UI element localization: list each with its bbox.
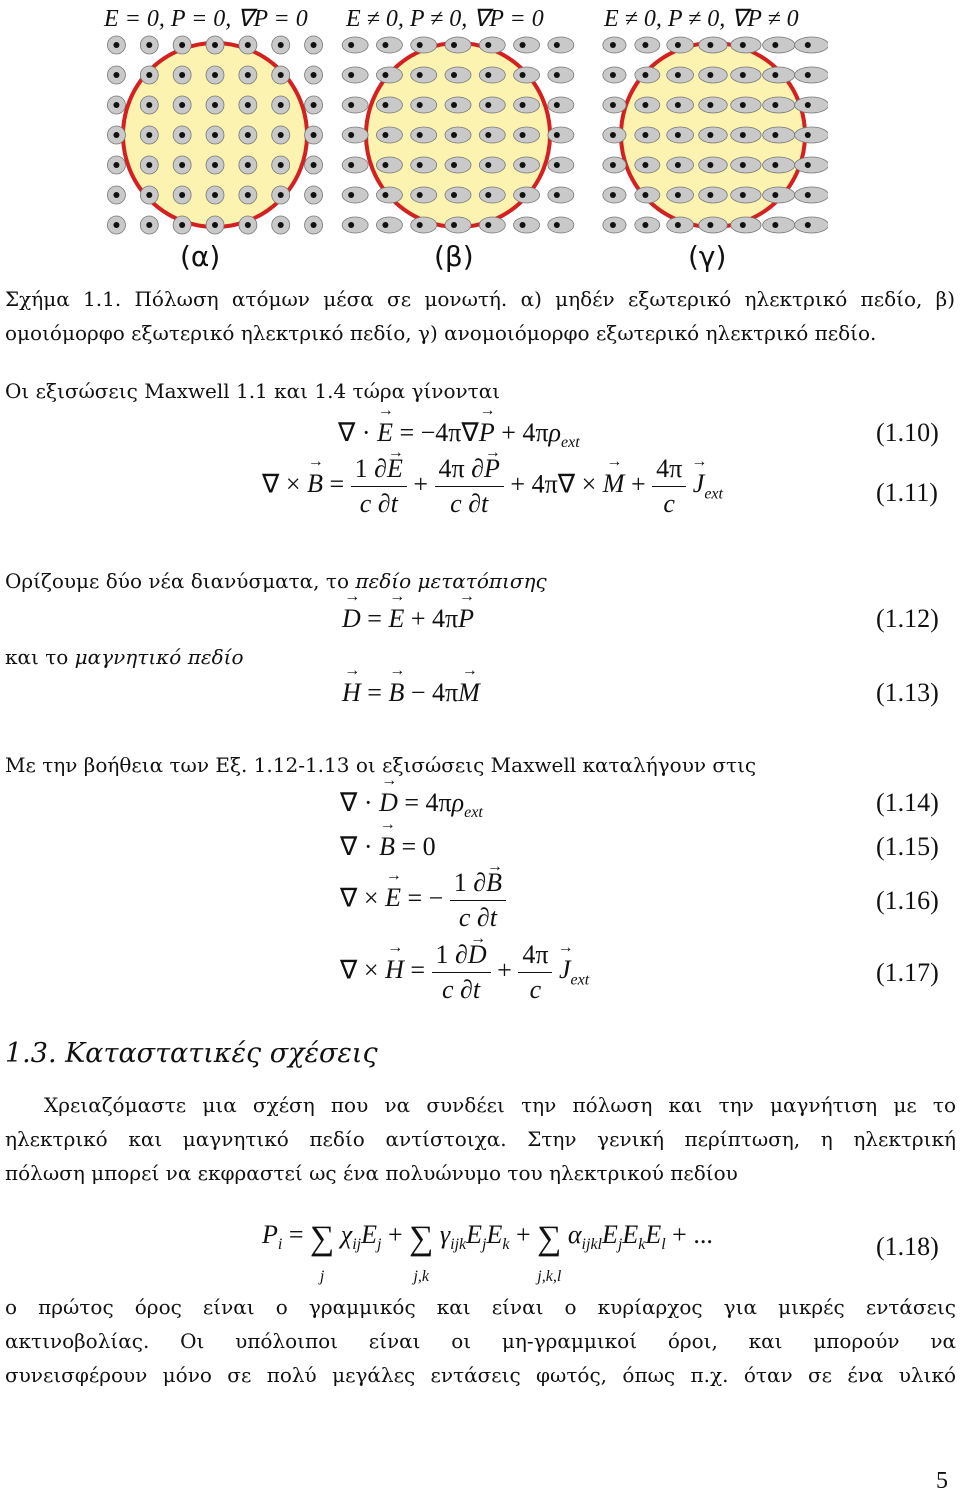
- atom-nucleus: [740, 192, 746, 198]
- atom-nucleus: [675, 162, 681, 168]
- atom-nucleus: [311, 222, 317, 228]
- atom-nucleus: [348, 72, 354, 78]
- atom-nucleus: [311, 102, 317, 108]
- eq-number-1-15: (1.15): [876, 832, 939, 861]
- atom-nucleus: [805, 102, 811, 108]
- atom-nucleus: [520, 102, 526, 108]
- atom-nucleus: [805, 192, 811, 198]
- atom-nucleus: [805, 162, 811, 168]
- atom-electron-cloud: [411, 37, 437, 53]
- equation-1-16: ∇ × → E = − $\frac{1 \partial\to B}{c \partial t}$: [340, 866, 506, 935]
- atom-electron-cloud: [479, 67, 505, 83]
- define-text-term: πεδίο μετατόπισης: [355, 569, 547, 593]
- atom-electron-cloud: [763, 217, 795, 233]
- atom-nucleus: [278, 102, 284, 108]
- atom-nucleus: [610, 162, 616, 168]
- panel-b-label: (β): [434, 240, 474, 273]
- atom-electron-cloud: [763, 127, 795, 143]
- atom-electron-cloud: [342, 217, 368, 233]
- atom-nucleus: [278, 162, 284, 168]
- atom-nucleus: [146, 222, 152, 228]
- paragraph-1-line-3: πόλωση μπορεί να εκφραστεί ως ένα πολυώνυμο του ηλεκτρικού πεδίου: [5, 1161, 738, 1185]
- atom-electron-cloud: [342, 67, 368, 83]
- atom-electron-cloud: [479, 37, 505, 53]
- figure-caption-line-2: ομοιόμορφο εξωτερικό ηλεκτρικό πεδίο, γ) ανομοιόμορφο εξωτερικό ηλεκτρικό πεδίο.: [5, 321, 877, 345]
- atom-nucleus: [382, 132, 388, 138]
- atom-nucleus: [610, 192, 616, 198]
- atom-nucleus: [179, 72, 185, 78]
- atom-nucleus: [417, 42, 423, 48]
- atom-nucleus: [740, 72, 746, 78]
- atom-nucleus: [642, 42, 648, 48]
- atom-electron-cloud: [548, 97, 574, 113]
- atom-electron-cloud: [548, 67, 574, 83]
- atom-nucleus: [772, 72, 778, 78]
- atom-nucleus: [642, 72, 648, 78]
- page-number: 5: [936, 1468, 948, 1494]
- atom-electron-cloud: [445, 157, 471, 173]
- atom-nucleus: [179, 192, 185, 198]
- atom-nucleus: [451, 42, 457, 48]
- with-help-text: Με την βοήθεια των Εξ. 1.12-1.13 οι εξισώσεις Maxwell καταλήγουν στις: [5, 753, 757, 777]
- atom-nucleus: [348, 42, 354, 48]
- atom-electron-cloud: [731, 187, 761, 203]
- atom-electron-cloud: [514, 97, 540, 113]
- atom-nucleus: [772, 162, 778, 168]
- atom-nucleus: [610, 132, 616, 138]
- atom-nucleus: [554, 192, 560, 198]
- atom-nucleus: [348, 162, 354, 168]
- atom-electron-cloud: [445, 217, 471, 233]
- atom-nucleus: [417, 192, 423, 198]
- atom-nucleus: [451, 192, 457, 198]
- atom-nucleus: [146, 192, 152, 198]
- atom-nucleus: [179, 222, 185, 228]
- atom-nucleus: [772, 42, 778, 48]
- atom-nucleus: [451, 72, 457, 78]
- equation-1-14: ∇ · → $D = 4\pi\rho_{ext}$: [340, 788, 483, 822]
- atom-nucleus: [554, 102, 560, 108]
- atom-nucleus: [610, 42, 616, 48]
- atom-electron-cloud: [445, 97, 471, 113]
- atom-electron-cloud: [763, 37, 795, 53]
- atom-electron-cloud: [548, 37, 574, 53]
- atom-nucleus: [772, 132, 778, 138]
- atom-nucleus: [212, 42, 218, 48]
- atom-electron-cloud: [514, 37, 540, 53]
- atom-electron-cloud: [795, 187, 828, 203]
- atom-electron-cloud: [731, 217, 761, 233]
- atom-electron-cloud: [479, 217, 505, 233]
- atom-nucleus: [707, 162, 713, 168]
- atom-nucleus: [740, 132, 746, 138]
- atom-electron-cloud: [731, 97, 761, 113]
- atom-nucleus: [740, 162, 746, 168]
- atom-nucleus: [642, 102, 648, 108]
- atom-nucleus: [642, 192, 648, 198]
- atom-nucleus: [382, 42, 388, 48]
- atom-nucleus: [179, 42, 185, 48]
- atom-electron-cloud: [795, 217, 828, 233]
- atom-nucleus: [245, 162, 251, 168]
- atom-nucleus: [520, 132, 526, 138]
- atom-nucleus: [278, 72, 284, 78]
- atom-nucleus: [805, 72, 811, 78]
- atom-nucleus: [740, 222, 746, 228]
- atom-electron-cloud: [479, 97, 505, 113]
- atom-nucleus: [113, 222, 119, 228]
- atom-nucleus: [642, 132, 648, 138]
- atom-nucleus: [675, 192, 681, 198]
- atom-nucleus: [642, 162, 648, 168]
- atom-electron-cloud: [445, 37, 471, 53]
- atom-nucleus: [348, 222, 354, 228]
- atom-nucleus: [113, 192, 119, 198]
- paragraph-1-line-1: Χρειαζόμαστε μια σχέση που να συνδέει την πόλωση και την μαγνήτιση με το: [44, 1093, 956, 1117]
- atom-electron-cloud: [514, 187, 540, 203]
- atom-electron-cloud: [514, 217, 540, 233]
- atom-electron-cloud: [479, 157, 505, 173]
- atom-nucleus: [485, 192, 491, 198]
- atom-nucleus: [113, 42, 119, 48]
- atom-electron-cloud: [514, 67, 540, 83]
- and-text-term: μαγνητικό πεδίο: [74, 645, 244, 669]
- atom-nucleus: [554, 222, 560, 228]
- atom-electron-cloud: [376, 217, 402, 233]
- atom-nucleus: [113, 72, 119, 78]
- atom-electron-cloud: [763, 187, 795, 203]
- eq-number-1-16: (1.16): [876, 886, 939, 915]
- atom-nucleus: [772, 192, 778, 198]
- atom-nucleus: [348, 132, 354, 138]
- atom-nucleus: [348, 102, 354, 108]
- atom-electron-cloud: [514, 157, 540, 173]
- atom-electron-cloud: [795, 67, 828, 83]
- atom-nucleus: [675, 72, 681, 78]
- atom-nucleus: [610, 102, 616, 108]
- atom-electron-cloud: [376, 97, 402, 113]
- atom-electron-cloud: [763, 157, 795, 173]
- atom-nucleus: [348, 192, 354, 198]
- atom-nucleus: [311, 162, 317, 168]
- atom-electron-cloud: [548, 127, 574, 143]
- atom-nucleus: [451, 132, 457, 138]
- figure-caption-line-1: Σχήμα 1.1. Πόλωση ατόμων μέσα σε μονωτή. α) μηδέν εξωτερικό ηλεκτρικό πεδίο, β): [5, 287, 955, 311]
- eq-number-1-13: (1.13): [876, 678, 939, 707]
- atom-electron-cloud: [376, 187, 402, 203]
- atom-electron-cloud: [795, 127, 828, 143]
- atom-nucleus: [451, 222, 457, 228]
- atom-electron-cloud: [731, 127, 761, 143]
- atom-nucleus: [707, 222, 713, 228]
- paragraph-2-line-3: συνεισφέρουν μόνο σε πολύ μεγάλες εντάσεις φωτός, όπως π.χ. όταν σε ένα υλικό: [5, 1363, 956, 1387]
- paragraph-2-line-2: ακτινοβολίας. Οι υπόλοιποι είναι οι μη-γραμμικοί όροι, και μπορούν να: [5, 1329, 956, 1353]
- atom-nucleus: [212, 102, 218, 108]
- equation-1-13: → H = → B − 4π→ M: [342, 678, 480, 708]
- atom-electron-cloud: [376, 127, 402, 143]
- atom-nucleus: [113, 102, 119, 108]
- atom-nucleus: [417, 72, 423, 78]
- atom-electron-cloud: [731, 67, 761, 83]
- atom-nucleus: [485, 72, 491, 78]
- atom-electron-cloud: [411, 217, 437, 233]
- atom-electron-cloud: [445, 67, 471, 83]
- atom-nucleus: [245, 72, 251, 78]
- panel-c-diagram: [598, 30, 828, 240]
- atom-nucleus: [675, 222, 681, 228]
- atom-nucleus: [382, 72, 388, 78]
- equation-1-18: $P_i$ = ∑ j $\chi_{ij}E_j$ + ∑ j,k $\gamma_{ijk}E_jE_k$ + ∑ j,k,l $\alpha_{ijkl}E_jE_kE_l$ + ...: [262, 1220, 713, 1285]
- atom-nucleus: [311, 192, 317, 198]
- eq-number-1-14: (1.14): [876, 788, 939, 817]
- atom-nucleus: [382, 162, 388, 168]
- atom-nucleus: [146, 132, 152, 138]
- atom-nucleus: [805, 132, 811, 138]
- atom-electron-cloud: [342, 127, 368, 143]
- equation-1-17: ∇ × → H = $\frac{1 \partial\to D}{c \partial t}$ + $\frac{4\pi}{c}$ → $J_{ext}$: [340, 938, 589, 1007]
- atom-nucleus: [485, 42, 491, 48]
- intro-text: Οι εξισώσεις Maxwell 1.1 και 1.4 τώρα γίνονται: [5, 379, 501, 403]
- atom-electron-cloud: [376, 157, 402, 173]
- atom-electron-cloud: [411, 97, 437, 113]
- atom-electron-cloud: [342, 97, 368, 113]
- section-heading: 1.3. Καταστατικές σχέσεις: [5, 1038, 378, 1069]
- atom-electron-cloud: [445, 187, 471, 203]
- atom-nucleus: [417, 222, 423, 228]
- and-text: [5, 640, 244, 674]
- atom-nucleus: [417, 132, 423, 138]
- panel-c-label: (γ): [688, 240, 727, 273]
- atom-nucleus: [278, 42, 284, 48]
- atom-nucleus: [212, 72, 218, 78]
- atom-nucleus: [146, 102, 152, 108]
- atom-nucleus: [642, 222, 648, 228]
- atom-electron-cloud: [763, 67, 795, 83]
- atom-nucleus: [212, 162, 218, 168]
- atom-nucleus: [554, 42, 560, 48]
- atom-nucleus: [245, 192, 251, 198]
- define-text-prefix: Ορίζουμε δύο νέα διανύσματα, το: [5, 569, 356, 593]
- atom-nucleus: [675, 132, 681, 138]
- atom-nucleus: [245, 132, 251, 138]
- atom-nucleus: [278, 192, 284, 198]
- atom-nucleus: [311, 42, 317, 48]
- atom-nucleus: [485, 162, 491, 168]
- equation-1-11: ∇ × → B = $\frac{1 \partial\to E}{c \partial t}$ + $\frac{4\pi \partial\to P}{c \partial t}$ + 4π∇ × → M + $\frac{4\pi}{c}$ → $J_{ext}$: [262, 452, 723, 521]
- panel-a-diagram: [100, 30, 330, 240]
- atom-nucleus: [707, 72, 713, 78]
- atom-nucleus: [179, 132, 185, 138]
- atom-nucleus: [772, 102, 778, 108]
- atom-electron-cloud: [548, 157, 574, 173]
- atom-nucleus: [311, 72, 317, 78]
- atom-electron-cloud: [411, 187, 437, 203]
- atom-electron-cloud: [342, 187, 368, 203]
- equation-1-12: → D = → E + 4π→ P: [342, 604, 474, 634]
- atom-nucleus: [610, 222, 616, 228]
- atom-electron-cloud: [342, 157, 368, 173]
- atom-nucleus: [382, 222, 388, 228]
- atom-nucleus: [554, 132, 560, 138]
- atom-nucleus: [146, 162, 152, 168]
- eq-number-1-10: (1.10): [876, 418, 939, 447]
- atom-electron-cloud: [548, 217, 574, 233]
- atom-nucleus: [707, 132, 713, 138]
- equation-1-10: ∇ · → $E = -4\pi\nabla\to P + 4\pi\rho_{ext}$: [338, 418, 580, 452]
- atom-nucleus: [610, 72, 616, 78]
- atom-electron-cloud: [376, 37, 402, 53]
- panel-a-label: (α): [180, 240, 221, 273]
- atom-electron-cloud: [479, 187, 505, 203]
- atom-nucleus: [485, 102, 491, 108]
- atom-nucleus: [278, 132, 284, 138]
- atom-nucleus: [554, 72, 560, 78]
- atom-nucleus: [179, 162, 185, 168]
- atom-nucleus: [520, 222, 526, 228]
- eq-number-1-18: (1.18): [876, 1232, 939, 1261]
- atom-nucleus: [245, 222, 251, 228]
- atom-nucleus: [245, 102, 251, 108]
- atom-nucleus: [520, 192, 526, 198]
- atom-nucleus: [805, 222, 811, 228]
- atom-nucleus: [740, 102, 746, 108]
- atom-electron-cloud: [514, 127, 540, 143]
- panel-b-diagram: [338, 30, 578, 240]
- atom-nucleus: [212, 222, 218, 228]
- atom-nucleus: [278, 222, 284, 228]
- atom-nucleus: [212, 192, 218, 198]
- atom-electron-cloud: [445, 127, 471, 143]
- paragraph-1-line-2: ηλεκτρικό και μαγνητικό πεδίο αντίστοιχα. Στην γενική περίπτωση, η ηλεκτρική: [5, 1127, 956, 1151]
- atom-nucleus: [212, 132, 218, 138]
- atom-electron-cloud: [411, 67, 437, 83]
- atom-nucleus: [520, 72, 526, 78]
- atom-electron-cloud: [479, 127, 505, 143]
- panel-b-title: E ≠ 0, P ≠ 0, ∇P = 0: [346, 6, 544, 32]
- atom-electron-cloud: [795, 37, 828, 53]
- atom-nucleus: [740, 42, 746, 48]
- atom-nucleus: [451, 162, 457, 168]
- atom-nucleus: [146, 42, 152, 48]
- atom-nucleus: [520, 162, 526, 168]
- atom-electron-cloud: [411, 127, 437, 143]
- atom-electron-cloud: [411, 157, 437, 173]
- atom-nucleus: [485, 132, 491, 138]
- atom-electron-cloud: [795, 97, 828, 113]
- atom-nucleus: [382, 192, 388, 198]
- atom-electron-cloud: [376, 67, 402, 83]
- atom-nucleus: [772, 222, 778, 228]
- atom-electron-cloud: [548, 187, 574, 203]
- atom-nucleus: [520, 42, 526, 48]
- atom-nucleus: [113, 132, 119, 138]
- atom-electron-cloud: [342, 37, 368, 53]
- atom-nucleus: [113, 162, 119, 168]
- eq-number-1-12: (1.12): [876, 604, 939, 633]
- eq-number-1-11: (1.11): [876, 478, 938, 507]
- atom-electron-cloud: [731, 37, 761, 53]
- atom-nucleus: [382, 102, 388, 108]
- atom-nucleus: [451, 102, 457, 108]
- atom-nucleus: [179, 102, 185, 108]
- atom-electron-cloud: [763, 97, 795, 113]
- atom-nucleus: [311, 132, 317, 138]
- atom-nucleus: [707, 192, 713, 198]
- atom-electron-cloud: [795, 157, 828, 173]
- atom-nucleus: [707, 102, 713, 108]
- atom-electron-cloud: [731, 157, 761, 173]
- atom-nucleus: [485, 222, 491, 228]
- atom-nucleus: [245, 42, 251, 48]
- eq-number-1-17: (1.17): [876, 958, 939, 987]
- paragraph-2-line-1: ο πρώτος όρος είναι ο γραμμικός και είναι ο κυρίαρχος για μικρές εντάσεις: [5, 1295, 956, 1319]
- atom-nucleus: [805, 42, 811, 48]
- atom-nucleus: [675, 102, 681, 108]
- atom-nucleus: [417, 102, 423, 108]
- atom-nucleus: [675, 42, 681, 48]
- equation-1-15: ∇ · → B = 0: [340, 832, 436, 862]
- panel-c-title: E ≠ 0, P ≠ 0, ∇P ≠ 0: [604, 6, 799, 32]
- atom-nucleus: [417, 162, 423, 168]
- atom-nucleus: [146, 72, 152, 78]
- panel-a-title: E = 0, P = 0, ∇P = 0: [104, 6, 308, 32]
- atom-nucleus: [554, 162, 560, 168]
- and-text-prefix: και το: [5, 645, 75, 669]
- atom-nucleus: [707, 42, 713, 48]
